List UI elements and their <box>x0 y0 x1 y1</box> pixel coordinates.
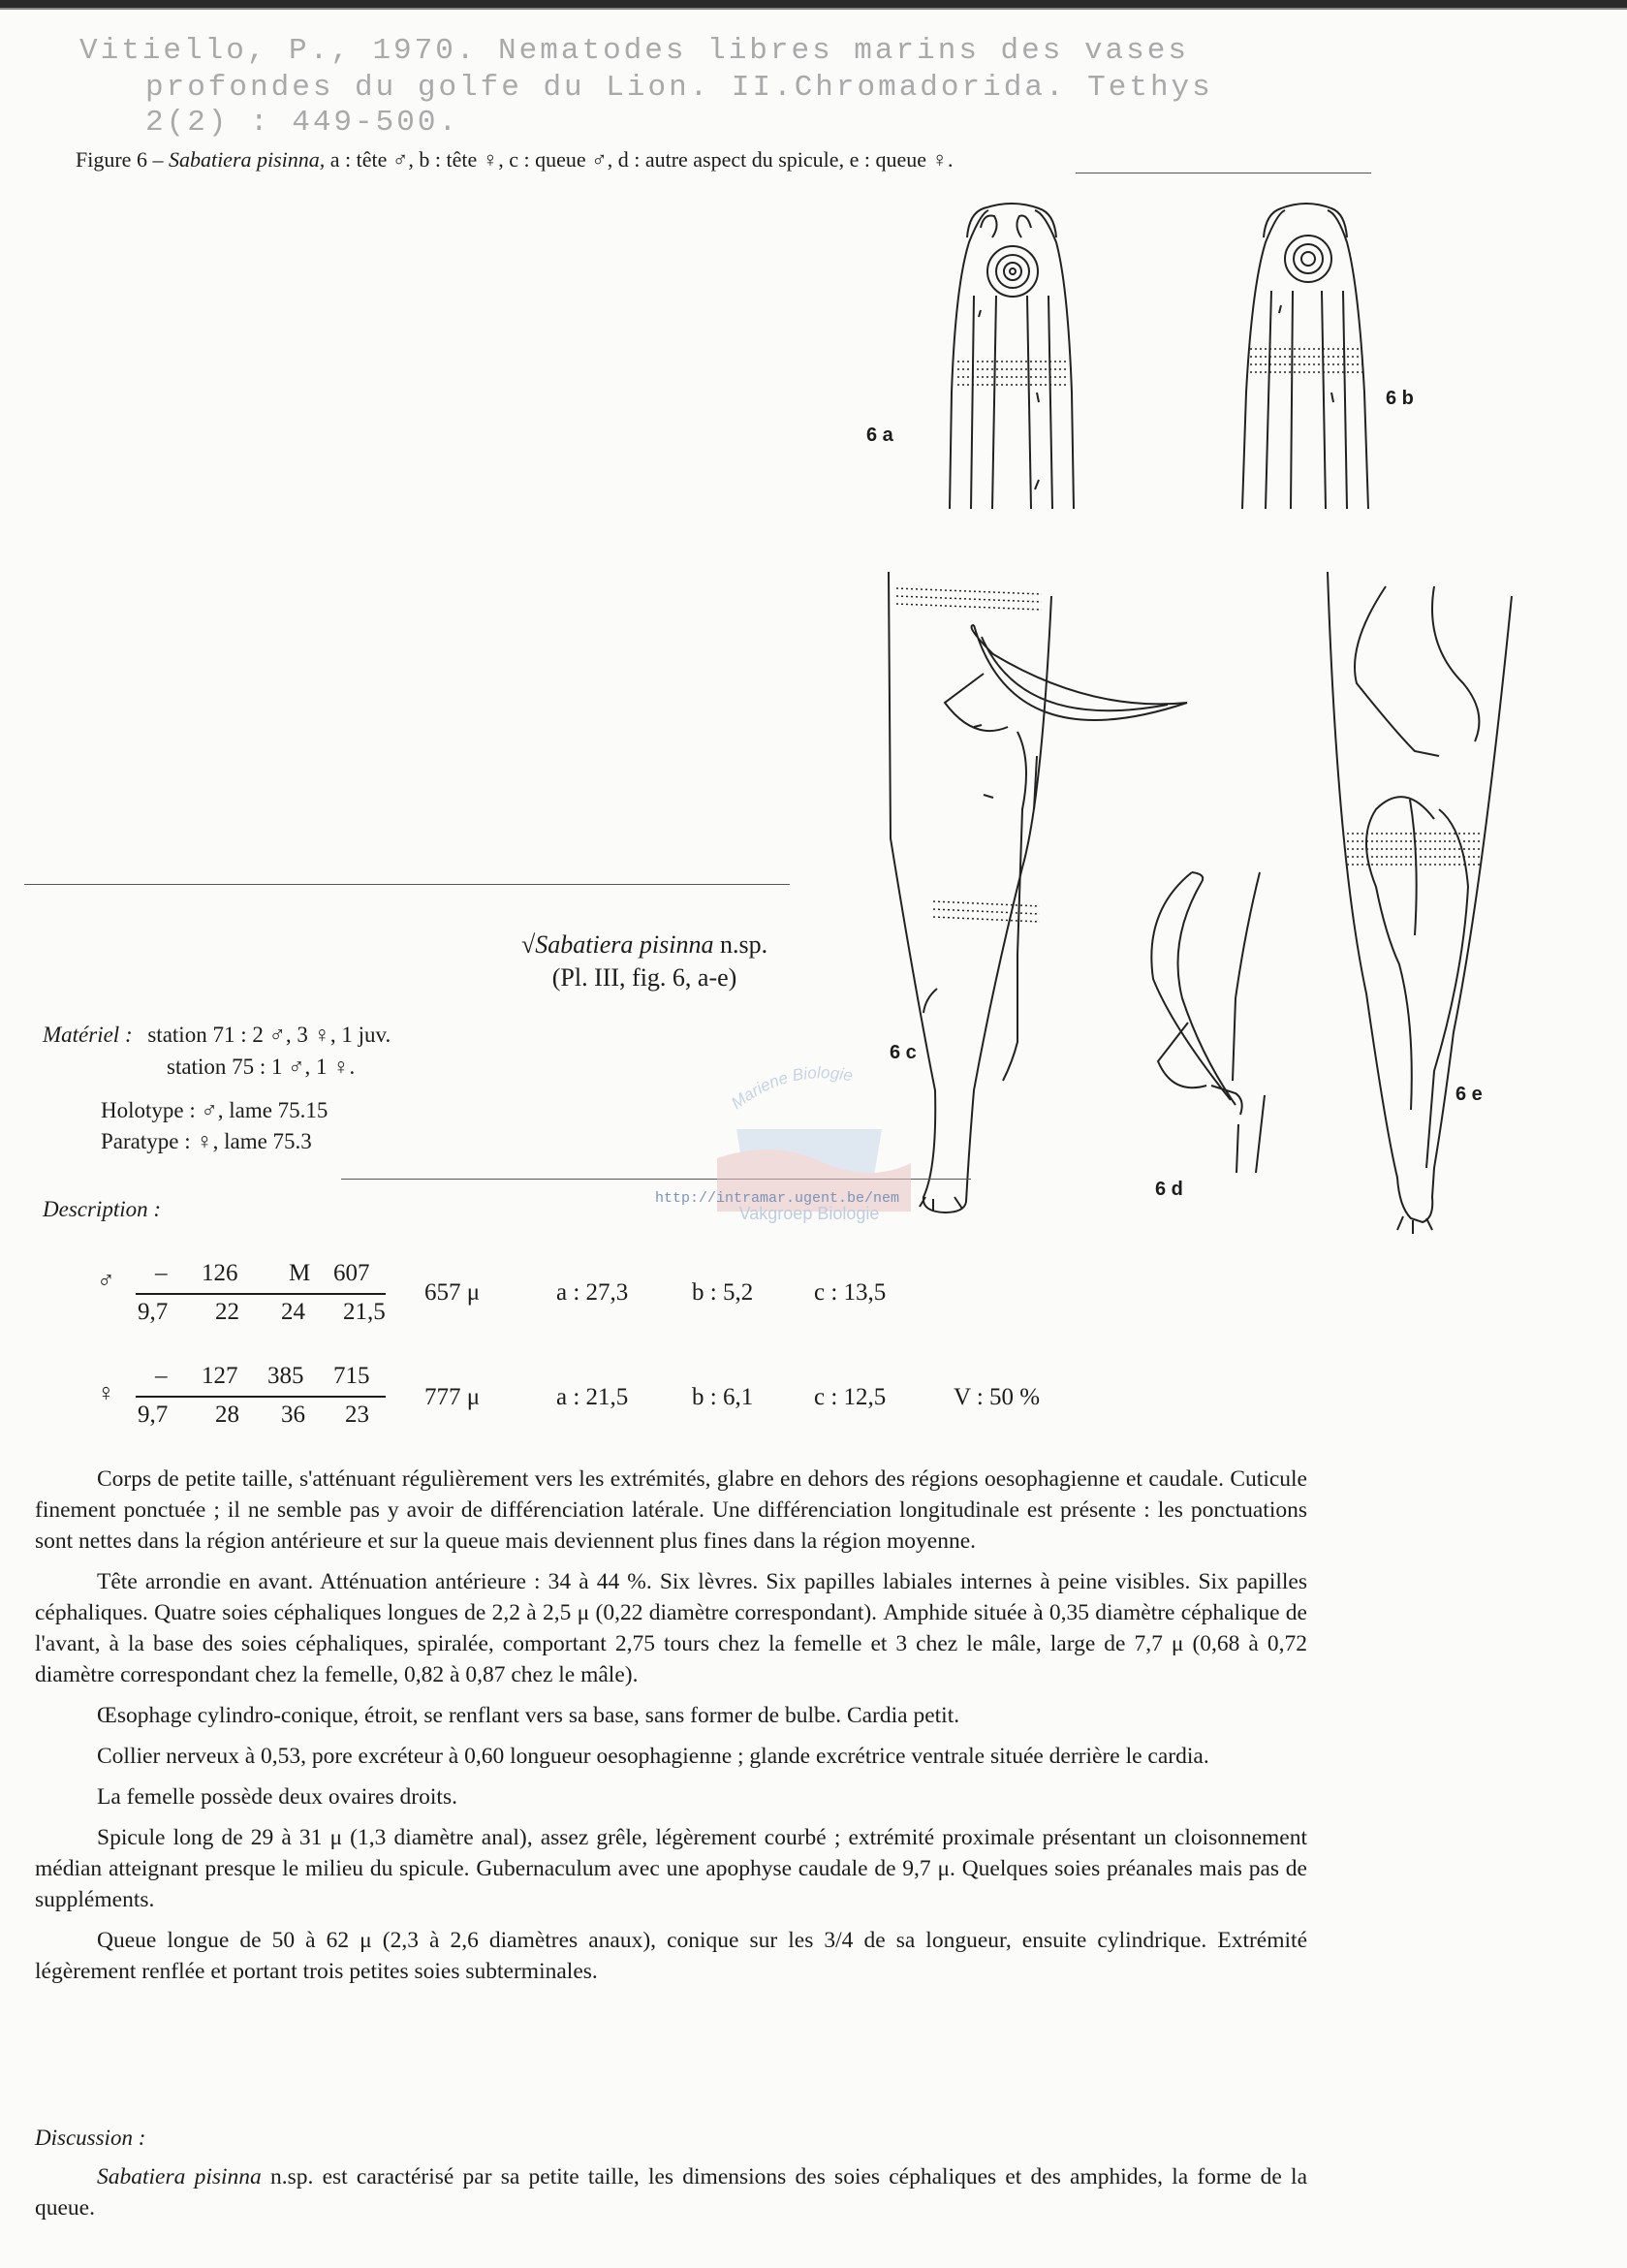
page-top-edge-shadow <box>0 8 1627 10</box>
watermark-url: http://intramar.ugent.be/nem <box>655 1190 900 1207</box>
figure-label-6a: 6 a <box>866 425 893 446</box>
male-sex-symbol: ♂ <box>97 1268 115 1294</box>
female-den-1: 9,7 <box>138 1402 169 1428</box>
material-label: Matériel : <box>43 1023 133 1047</box>
reference-line-3: 2(2) : 449-500. <box>145 106 460 140</box>
male-den-2: 22 <box>215 1299 239 1325</box>
paragraph-3: Œsophage cylindro-conique, étroit, se renflant vers sa base, sans former de bulbe. Cardia petit. <box>97 1703 960 1728</box>
description-label: Description : <box>43 1197 162 1221</box>
figure-caption <box>76 147 953 173</box>
material-block <box>43 1020 391 1051</box>
caption-species: Sabatiera pisinna, <box>168 147 326 172</box>
female-total-length: 777 μ <box>424 1384 481 1410</box>
check-mark: √ <box>521 930 536 959</box>
reference-line-1: Vitiello, P., 1970. Nematodes libres marins des vases <box>79 34 1189 68</box>
female-num-4: 715 <box>333 1363 370 1389</box>
female-ratio-c: c : 12,5 <box>814 1384 887 1410</box>
female-ratio-a: a : 21,5 <box>556 1384 629 1410</box>
male-num-4: 607 <box>333 1260 370 1286</box>
reference-line-2: profondes du golfe du Lion. II.Chromadorida. Tethys <box>145 71 1213 105</box>
body-text <box>35 1464 1307 1997</box>
female-den-2: 28 <box>215 1402 239 1428</box>
species-name: Sabatiera pisinna <box>535 930 714 959</box>
svg-text:Mariene Biologie <box>728 1063 854 1113</box>
material-line-2: station 75 : 1 ♂, 1 ♀. <box>167 1055 356 1079</box>
female-num-2: 127 <box>202 1363 238 1389</box>
figure-label-6d: 6 d <box>1155 1179 1183 1200</box>
figure-6d-drawing <box>1066 853 1298 1202</box>
male-den-1: 9,7 <box>138 1299 169 1325</box>
figure-label-6b: 6 b <box>1386 388 1414 409</box>
species-heading <box>521 929 767 994</box>
male-fraction-bar <box>136 1293 386 1295</box>
paragraph-1: Corps de petite taille, s'atténuant régulièrement vers les extrémités, glabre en dehors des régions oesophagienne et caudale. Cuticule finement ponctuée ; il ne semble pas y avoir de différenciation latérale. Une différenciation longitudinale est présente : les ponctuations sont nettes dans la région antérieure et sur la queue mais deviennent plus fines dans la région moyenne. <box>35 1466 1307 1554</box>
discussion-species: Sabatiera pisinna <box>97 2164 262 2189</box>
paratype: Paratype : ♀, lame 75.3 <box>101 1129 312 1153</box>
male-total-length: 657 μ <box>424 1279 481 1306</box>
discussion-label: Discussion : <box>35 2126 146 2150</box>
figure-label-6e: 6 e <box>1455 1084 1483 1105</box>
paragraph-4: Collier nerveux à 0,53, pore excréteur à 0,60 longueur oesophagienne ; glande excrétrice ventrale située derrière le cardia. <box>97 1744 1209 1769</box>
paragraph-7: Queue longue de 50 à 62 μ (2,3 à 2,6 diamètres anaux), conique sur les 3/4 de sa longueur, ensuite cylindrique. Extrémité légèrement renflée et portant trois petites soies subterminales. <box>35 1928 1307 1984</box>
section-rule-top <box>24 884 790 885</box>
caption-rest: a : tête ♂, b : tête ♀, c : queue ♂, d : autre aspect du spicule, e : queue ♀. <box>325 147 954 172</box>
female-num-3: 385 <box>267 1363 304 1389</box>
female-den-3: 36 <box>281 1402 305 1428</box>
paragraph-2: Tête arrondie en avant. Atténuation antérieure : 34 à 44 %. Six lèvres. Six papilles labiales internes à peine visibles. Six papilles céphaliques. Quatre soies céphaliques longues de 2,2 à 2,5 μ (0,22 diamètre correspondant). Amphide située à 0,35 diamètre céphalique de l'avant, à la base des soies céphaliques, spiralée, comportant 2,75 tours chez la femelle et 3 chez le mâle, large de 7,7 μ (0,68 à 0,72 diamètre correspondant chez la femelle, 0,82 à 0,87 chez le mâle). <box>35 1569 1307 1687</box>
plate-reference: (Pl. III, fig. 6, a-e) <box>551 963 737 992</box>
figure-6b-drawing <box>1223 199 1388 519</box>
figure-6a-drawing <box>930 199 1095 519</box>
page-top-edge <box>0 0 1627 8</box>
male-num-1: – <box>155 1260 168 1286</box>
material-line-1: station 71 : 2 ♂, 3 ♀, 1 juv. <box>147 1023 391 1047</box>
figure-6e-drawing <box>1318 567 1570 1236</box>
female-num-1: – <box>155 1363 168 1389</box>
male-ratio-c: c : 13,5 <box>814 1279 887 1306</box>
male-den-3: 24 <box>281 1299 305 1325</box>
female-ratio-v: V : 50 % <box>954 1384 1041 1410</box>
male-den-4: 21,5 <box>343 1299 386 1325</box>
female-fraction-bar <box>136 1396 386 1398</box>
female-ratio-b: b : 6,1 <box>692 1384 754 1410</box>
female-sex-symbol: ♀ <box>97 1380 115 1406</box>
female-den-4: 23 <box>345 1402 369 1428</box>
paragraph-6: Spicule long de 29 à 31 μ (1,3 diamètre anal), assez grêle, légèrement courbé ; extrémité proximale présentant un cloisonnement médian atteignant presque le milieu du spicule. Gubernaculum avec une apophyse caudale de 9,7 μ. Quelques soies préanales mais pas de suppléments. <box>35 1825 1307 1912</box>
holotype: Holotype : ♂, lame 75.15 <box>101 1098 329 1122</box>
male-num-3: M <box>289 1260 311 1286</box>
paragraph-5: La femelle possède deux ovaires droits. <box>97 1784 457 1810</box>
male-num-2: 126 <box>202 1260 238 1286</box>
species-suffix: n.sp. <box>713 930 768 959</box>
discussion-body: n.sp. est caractérisé par sa petite taille, les dimensions des soies céphaliques et des amphides, la forme de la queue. <box>35 2164 1307 2221</box>
discussion-text <box>35 2161 1307 2233</box>
male-ratio-b: b : 5,2 <box>692 1279 754 1306</box>
male-ratio-a: a : 27,3 <box>556 1279 629 1306</box>
figure-label-6c: 6 c <box>890 1042 917 1063</box>
watermark-top-text: Mariene Biologie <box>728 1063 855 1114</box>
caption-prefix: Figure 6 – <box>76 147 169 172</box>
watermark-bottom-text: Vakgroep Biologie <box>738 1204 880 1223</box>
